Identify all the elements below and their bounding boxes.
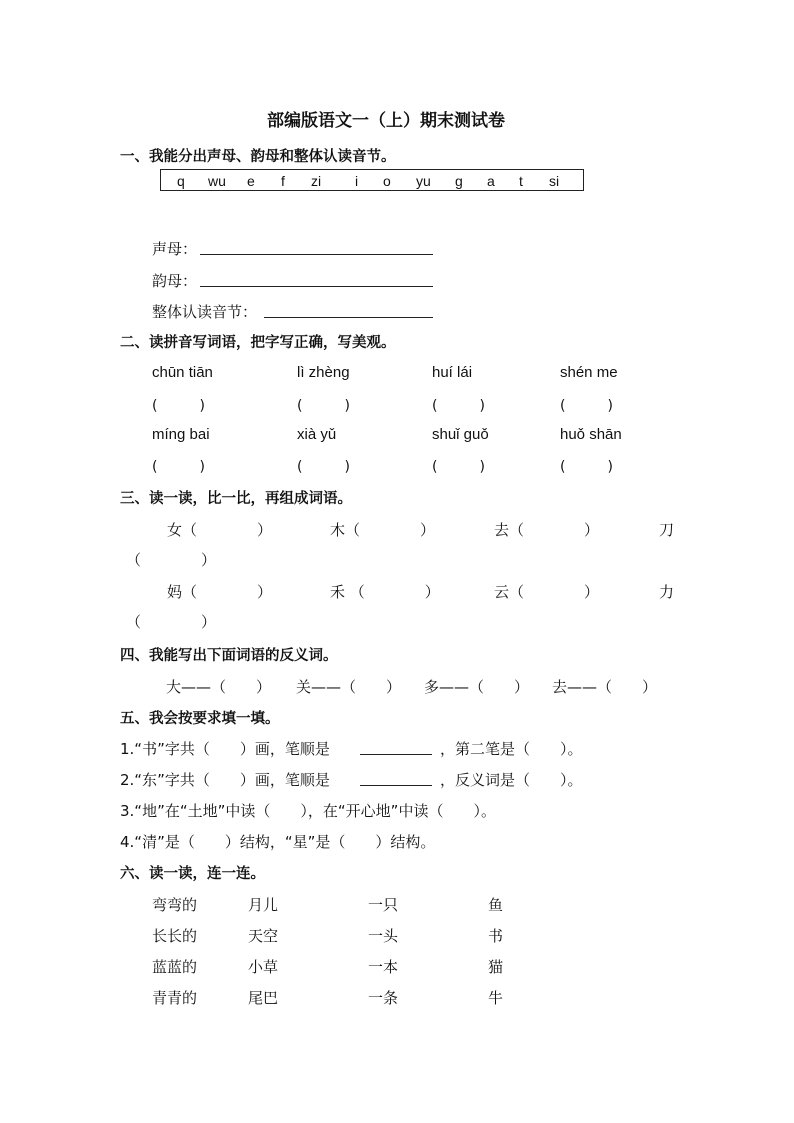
label-initials: 声母： — [152, 240, 198, 258]
match-col1-item[interactable]: 弯弯的 — [152, 896, 198, 914]
pinyin-item: chūn tiān — [152, 364, 213, 381]
match-col4-item[interactable]: 书 — [488, 927, 504, 945]
letter: o — [383, 173, 391, 189]
letter: a — [487, 173, 495, 189]
answer-line-stroke-order-1[interactable] — [360, 754, 432, 755]
section1-heading: 一、我能分出声母、韵母和整体认读音节。 — [120, 149, 396, 165]
compare-word-item[interactable]: 去（ ） — [494, 521, 600, 539]
pinyin-item: huǒ shān — [560, 426, 622, 443]
match-col4-item[interactable]: 牛 — [488, 989, 504, 1007]
match-col1-item[interactable]: 蓝蓝的 — [152, 958, 198, 976]
compare-word-item: 刀 — [659, 521, 675, 539]
answer-blank[interactable]: ( ) — [432, 398, 485, 414]
question-1-part-a: 1.“书”字共（ ）画，笔顺是 — [120, 740, 330, 758]
answer-blank[interactable]: ( ) — [432, 459, 485, 475]
pinyin-item: huí lái — [432, 364, 473, 381]
pinyin-item: shén me — [560, 364, 618, 381]
letter: t — [519, 173, 523, 189]
question-3: 3.“地”在“土地”中读（ ），在“开心地”中读（ ）。 — [120, 802, 496, 820]
letters-box — [160, 169, 584, 191]
antonym-item[interactable]: 多——（ ） — [424, 678, 530, 696]
compare-word-item[interactable]: 妈（ ） — [167, 583, 273, 601]
question-2-part-b: ，反义词是（ ）。 — [440, 771, 583, 789]
answer-blank[interactable]: ( ) — [560, 459, 613, 475]
antonym-item[interactable]: 关——（ ） — [296, 678, 402, 696]
match-col1-item[interactable]: 长长的 — [152, 927, 198, 945]
compare-word-item[interactable]: 禾 （ ） — [330, 583, 440, 601]
match-col3-item[interactable]: 一条 — [368, 989, 399, 1007]
question-1-part-b: ，第二笔是（ ）。 — [440, 740, 583, 758]
letter: g — [455, 173, 463, 189]
label-whole-syllables: 整体认读音节： — [152, 303, 258, 321]
answer-line-finals[interactable] — [200, 286, 433, 287]
match-col3-item[interactable]: 一本 — [368, 958, 399, 976]
antonym-item[interactable]: 去——（ ） — [552, 678, 658, 696]
pinyin-item: shuǐ guǒ — [432, 426, 489, 443]
section4-heading: 四、我能写出下面词语的反义词。 — [120, 648, 338, 664]
section5-heading: 五、我会按要求填一填。 — [120, 711, 280, 727]
question-4: 4.“清”是（ ）结构，“星”是（ ）结构。 — [120, 833, 436, 851]
answer-blank[interactable]: ( ) — [152, 398, 205, 414]
answer-line-initials[interactable] — [200, 254, 433, 255]
pinyin-item: lì zhèng — [297, 364, 350, 381]
match-col2-item[interactable]: 尾巴 — [248, 989, 279, 1007]
match-col3-item[interactable]: 一头 — [368, 927, 399, 945]
answer-blank[interactable]: ( ) — [152, 459, 205, 475]
letter: e — [247, 173, 255, 189]
compare-word-wrap-blank[interactable]: （ ） — [126, 613, 217, 631]
match-col2-item[interactable]: 天空 — [248, 927, 279, 945]
letter: yu — [416, 173, 431, 189]
letter: q — [177, 173, 185, 189]
match-col3-item[interactable]: 一只 — [368, 896, 399, 914]
answer-blank[interactable]: ( ) — [297, 398, 350, 414]
match-col2-item[interactable]: 小草 — [248, 958, 279, 976]
compare-word-item[interactable]: 女（ ） — [167, 521, 273, 539]
pinyin-item: míng bai — [152, 426, 210, 443]
section2-heading: 二、读拼音写词语，把字写正确，写美观。 — [120, 335, 396, 351]
letter: f — [281, 173, 285, 189]
match-col4-item[interactable]: 猫 — [488, 958, 504, 976]
compare-word-wrap-blank[interactable]: （ ） — [126, 551, 217, 569]
section3-heading: 三、读一读，比一比，再组成词语。 — [120, 491, 352, 507]
letter: zi — [311, 173, 322, 189]
answer-blank[interactable]: ( ) — [297, 459, 350, 475]
section6-heading: 六、读一读，连一连。 — [120, 866, 265, 882]
compare-word-item[interactable]: 木（ ） — [330, 521, 436, 539]
compare-word-item[interactable]: 云（ ） — [494, 583, 600, 601]
answer-line-whole-syllables[interactable] — [264, 317, 433, 318]
antonym-item[interactable]: 大——（ ） — [166, 678, 272, 696]
compare-word-item: 力 — [659, 583, 675, 601]
answer-blank[interactable]: ( ) — [560, 398, 613, 414]
label-finals: 韵母： — [152, 272, 198, 290]
letter: wu — [208, 173, 226, 189]
letter: si — [549, 173, 560, 189]
page-title: 部编版语文一（上）期末测试卷 — [267, 111, 505, 131]
pinyin-item: xià yǔ — [297, 426, 337, 443]
match-col2-item[interactable]: 月儿 — [248, 896, 279, 914]
match-col1-item[interactable]: 青青的 — [152, 989, 198, 1007]
match-col4-item[interactable]: 鱼 — [488, 896, 504, 914]
letter: i — [355, 173, 359, 189]
answer-line-stroke-order-2[interactable] — [360, 785, 432, 786]
question-2-part-a: 2.“东”字共（ ）画，笔顺是 — [120, 771, 330, 789]
